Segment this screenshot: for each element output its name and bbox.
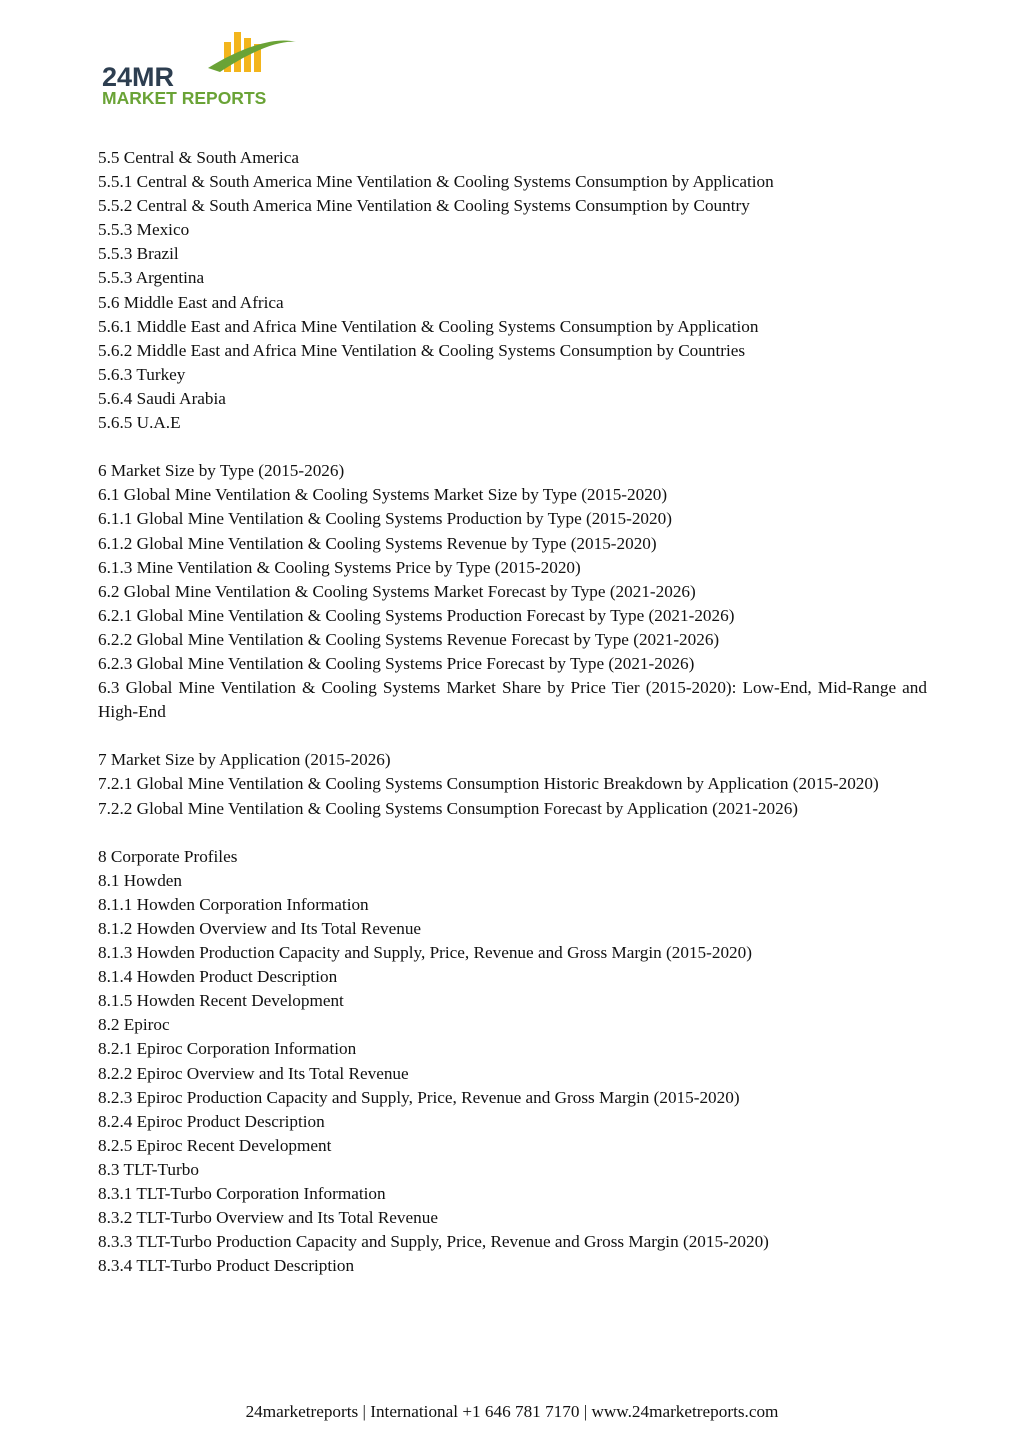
toc-entry: 7.2.1 Global Mine Ventilation & Cooling Systems Consumption Historic Breakdown by Application (2015-2020) xyxy=(98,774,879,794)
toc-entry: 8 Corporate Profiles xyxy=(98,846,238,866)
toc-entry: 8.2.3 Epiroc Production Capacity and Supply, Price, Revenue and Gross Margin (2015-2020) xyxy=(98,1087,740,1107)
toc-entry: 8.1.4 Howden Product Description xyxy=(98,967,338,987)
toc-entry: 5.5.3 Argentina xyxy=(98,268,205,288)
toc-entry: 8.1.3 Howden Production Capacity and Supply, Price, Revenue and Gross Margin (2015-2020) xyxy=(98,943,752,963)
toc-entry: 8.3 TLT-Turbo xyxy=(98,1159,199,1179)
logo-brand-top: 24MR xyxy=(102,62,175,92)
bar-chart-swoosh-icon xyxy=(100,28,310,108)
section-gap xyxy=(98,724,927,748)
toc-entry: 5.6.5 U.A.E xyxy=(98,413,181,433)
toc-entry: 6.3 Global Mine Ventilation & Cooling Systems Market Share by Price Tier (2015-2020): Low-End, Mid-Range and High-End xyxy=(98,678,927,722)
toc-entry: 8.2.4 Epiroc Product Description xyxy=(98,1111,325,1131)
toc-entry: 6.1.1 Global Mine Ventilation & Cooling Systems Production by Type (2015-2020) xyxy=(98,509,672,529)
toc-entry: 8.1 Howden xyxy=(98,870,183,890)
toc-entry: 5.5 Central & South America xyxy=(98,148,299,167)
toc-entry: 5.5.1 Central & South America Mine Ventilation & Cooling Systems Consumption by Application xyxy=(98,172,774,192)
toc-entry: 7.2.2 Global Mine Ventilation & Cooling Systems Consumption Forecast by Application (2021-2026) xyxy=(98,798,799,818)
toc-entry: 5.6 Middle East and Africa xyxy=(98,292,284,312)
table-of-contents xyxy=(98,146,927,1278)
section-gap xyxy=(98,435,927,459)
toc-entry: 5.5.2 Central & South America Mine Ventilation & Cooling Systems Consumption by Country xyxy=(98,196,750,216)
toc-entry: 6.1.2 Global Mine Ventilation & Cooling Systems Revenue by Type (2015-2020) xyxy=(98,533,657,553)
toc-entry: 8.3.3 TLT-Turbo Production Capacity and Supply, Price, Revenue and Gross Margin (2015-2020) xyxy=(98,1232,769,1252)
toc-entry: 5.6.3 Turkey xyxy=(98,364,186,384)
toc-entry: 6.1 Global Mine Ventilation & Cooling Systems Market Size by Type (2015-2020) xyxy=(98,485,668,505)
logo-brand-bottom: MARKET REPORTS xyxy=(102,88,267,108)
toc-entry: 6.1.3 Mine Ventilation & Cooling Systems Price by Type (2015-2020) xyxy=(98,557,581,577)
toc-entry: 6.2.2 Global Mine Ventilation & Cooling Systems Revenue Forecast by Type (2021-2026) xyxy=(98,629,720,649)
toc-entry: 8.2.1 Epiroc Corporation Information xyxy=(98,1039,357,1059)
toc-entry: 5.6.4 Saudi Arabia xyxy=(98,388,226,408)
toc-entry: 8.2 Epiroc xyxy=(98,1015,170,1035)
toc-entry: 8.3.4 TLT-Turbo Product Description xyxy=(98,1256,355,1276)
toc-entry: 8.3.2 TLT-Turbo Overview and Its Total Revenue xyxy=(98,1208,438,1228)
toc-entry: 6.2.1 Global Mine Ventilation & Cooling Systems Production Forecast by Type (2021-2026) xyxy=(98,605,735,625)
toc-entry: 8.2.2 Epiroc Overview and Its Total Revenue xyxy=(98,1063,409,1083)
toc-entry: 5.5.3 Brazil xyxy=(98,244,179,264)
toc-entry: 7 Market Size by Application (2015-2026) xyxy=(98,750,391,770)
toc-entry: 6 Market Size by Type (2015-2026) xyxy=(98,461,345,481)
page-footer: 24marketreports | International +1 646 781 7170 | www.24marketreports.com xyxy=(245,1402,779,1421)
toc-entry: 6.2 Global Mine Ventilation & Cooling Systems Market Forecast by Type (2021-2026) xyxy=(98,581,696,601)
section-gap xyxy=(98,821,927,845)
toc-entry: 8.1.2 Howden Overview and Its Total Revenue xyxy=(98,919,422,938)
toc-entry: 5.5.3 Mexico xyxy=(98,220,190,240)
toc-entry: 5.6.1 Middle East and Africa Mine Ventilation & Cooling Systems Consumption by Application xyxy=(98,316,759,336)
toc-entry: 8.3.1 TLT-Turbo Corporation Information xyxy=(98,1184,386,1204)
toc-entry: 8.1.1 Howden Corporation Information xyxy=(98,894,369,914)
company-logo xyxy=(100,28,310,108)
toc-entry: 6.2.3 Global Mine Ventilation & Cooling Systems Price Forecast by Type (2021-2026) xyxy=(98,653,695,673)
toc-entry: 5.6.2 Middle East and Africa Mine Ventilation & Cooling Systems Consumption by Countries xyxy=(98,340,746,360)
toc-entry: 8.2.5 Epiroc Recent Development xyxy=(98,1135,332,1155)
toc-entry: 8.1.5 Howden Recent Development xyxy=(98,991,344,1011)
